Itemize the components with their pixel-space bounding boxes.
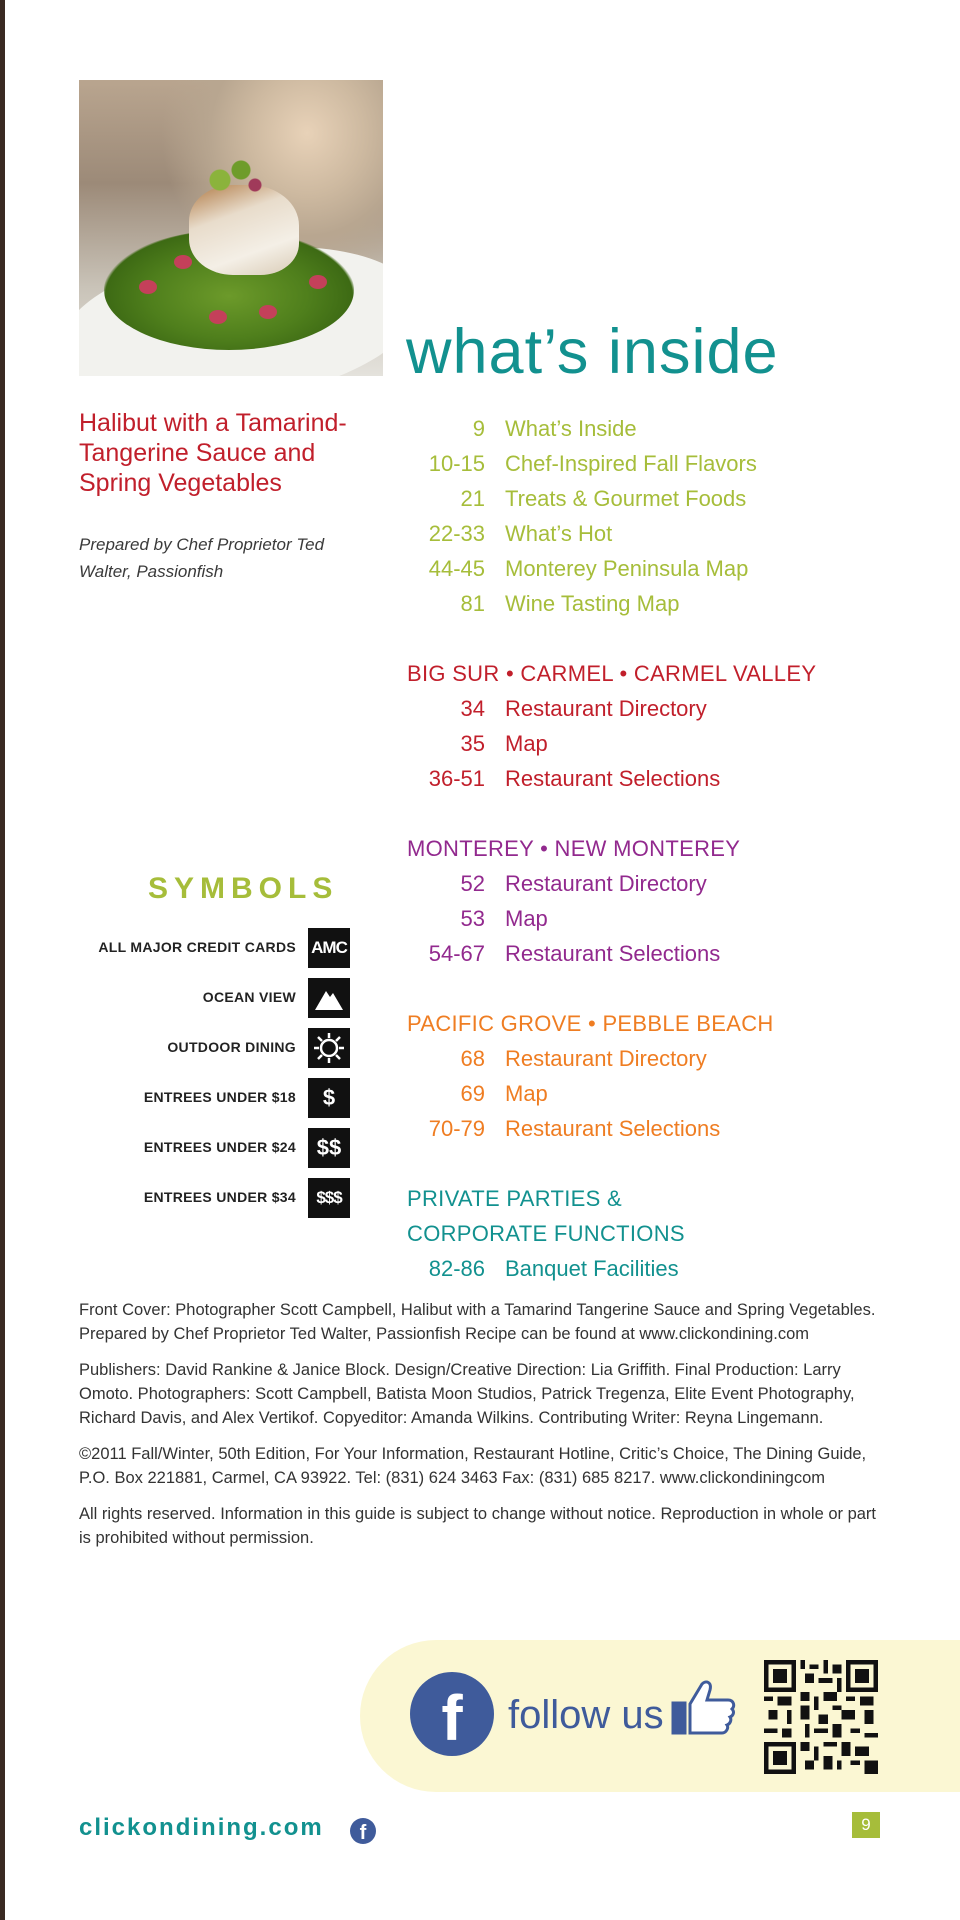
item-label: Restaurant Selections [505, 766, 721, 791]
list-item[interactable] [400, 586, 920, 621]
symbol-label: OCEAN VIEW [202, 989, 296, 1005]
section-monterey-list [400, 866, 920, 971]
page-number: 10-15 [428, 451, 485, 476]
symbol-label: ENTREES UNDER $18 [143, 1089, 296, 1105]
symbol-label: ENTREES UNDER $24 [143, 1139, 296, 1155]
symbols-title: SYMBOLS [148, 872, 339, 905]
list-item[interactable] [400, 726, 920, 761]
publication-info: ©2011 Fall/Winter, 50th Edition, For Your Information, Restaurant Hotline, Critic’s Choice, The Dining Guide, P.O. Box 221881, Carmel, CA 93922. Tel: (831) 624 3463 Fax: (831) 685 8217. www.clickondiningcom [79, 1445, 867, 1487]
section-private-parties-list [400, 1251, 920, 1286]
item-label: Map [505, 731, 548, 756]
page-number-badge: 9 [852, 1812, 880, 1838]
double-dollar-icon: $$ [308, 1128, 350, 1168]
item-label: Map [505, 906, 548, 931]
radish-shape [259, 305, 277, 319]
symbol-row [60, 1028, 350, 1068]
credit-card-icon: AMC [308, 928, 350, 968]
radish-shape [174, 255, 192, 269]
item-label: Restaurant Directory [505, 696, 707, 721]
section-heading: MONTEREY • NEW MONTEREY [407, 836, 741, 861]
cover-credit: Front Cover: Photographer Scott Campbell, Halibut with a Tamarind Tangerine Sauce and Spring Vegetables. Prepared by Chef Proprietor Ted Walter, Passionfish Recipe can be found at www.clickondining.com [79, 1301, 876, 1343]
item-label: Wine Tasting Map [505, 591, 680, 616]
facebook-icon[interactable]: f [350, 1818, 376, 1844]
symbol-row [60, 928, 350, 968]
list-item[interactable] [400, 691, 920, 726]
radish-shape [139, 280, 157, 294]
page-number: 35 [460, 731, 485, 756]
section-heading: PACIFIC GROVE • PEBBLE BEACH [407, 1011, 774, 1036]
item-label: Chef-Inspired Fall Flavors [505, 451, 757, 476]
list-item[interactable] [400, 446, 920, 481]
list-item[interactable] [400, 761, 920, 796]
item-label: Restaurant Selections [505, 1116, 721, 1141]
section-monterey [407, 831, 927, 866]
symbol-label: OUTDOOR DINING [167, 1039, 296, 1055]
list-item[interactable] [400, 481, 920, 516]
item-label: Banquet Facilities [505, 1256, 679, 1281]
page-number: 69 [460, 1081, 485, 1106]
list-item[interactable] [400, 1111, 920, 1146]
page-edge [0, 0, 5, 1920]
radish-shape [209, 310, 227, 324]
triple-dollar-icon: $$$ [308, 1178, 350, 1218]
page-title: what’s inside [406, 317, 779, 387]
page-number: 53 [460, 906, 485, 931]
list-item[interactable] [400, 1041, 920, 1076]
qr-code[interactable] [764, 1660, 878, 1774]
photo-caption-credit: Prepared by Chef Proprietor Ted Walter, Passionfish [79, 535, 325, 581]
follow-us-link[interactable]: follow us [508, 1693, 664, 1737]
list-item[interactable] [400, 1076, 920, 1111]
dollar-icon: $ [308, 1078, 350, 1118]
section-big-sur-list [400, 691, 920, 796]
item-label: Map [505, 1081, 548, 1106]
symbol-label: ALL MAJOR CREDIT CARDS [98, 939, 296, 955]
page-number: 21 [460, 486, 485, 511]
symbol-row [60, 1128, 350, 1168]
list-item[interactable] [400, 866, 920, 901]
list-item[interactable] [400, 411, 920, 446]
page-number: 52 [460, 871, 485, 896]
page-number: 54-67 [428, 941, 485, 966]
like-icon[interactable] [670, 1678, 736, 1738]
credits-block [79, 1298, 879, 1562]
item-label: What’s Inside [505, 416, 637, 441]
section-heading-line1: PRIVATE PARTIES & [407, 1186, 622, 1211]
section-heading-line2: CORPORATE FUNCTIONS [407, 1221, 685, 1246]
section-pacific-grove-list [400, 1041, 920, 1146]
staff-credit: Publishers: David Rankine & Janice Block. Design/Creative Direction: Lia Griffith. Final Production: Larry Omoto. Photographers: Scott Campbell, Batista Moon Studios, Patrick Tregenza, Elite Event Photography, Richard Davis, and Alex Vertikof. Copyeditor: Amanda Wilkins. Contributing Writer: Reyna Lingemann. [79, 1361, 855, 1427]
section-pacific-grove [407, 1006, 927, 1041]
item-label: Restaurant Selections [505, 941, 721, 966]
mountain-icon [308, 978, 350, 1018]
facebook-icon[interactable]: f [410, 1672, 494, 1756]
page-number: 34 [460, 696, 485, 721]
page-number: 36-51 [428, 766, 485, 791]
page-number: 70-79 [428, 1116, 485, 1141]
site-url[interactable]: clickondining.com [79, 1814, 324, 1841]
symbol-label: ENTREES UNDER $34 [143, 1189, 296, 1205]
symbol-row [60, 978, 350, 1018]
photo-caption-title: Halibut with a Tamarind-Tangerine Sauce and Spring Vegetables [79, 409, 347, 497]
page-number: 81 [460, 591, 485, 616]
section-heading: BIG SUR • CARMEL • CARMEL VALLEY [407, 661, 817, 686]
list-item[interactable] [400, 1251, 920, 1286]
item-label: Restaurant Directory [505, 1046, 707, 1071]
item-label: What’s Hot [505, 521, 613, 546]
sun-icon [308, 1028, 350, 1068]
radish-shape [309, 275, 327, 289]
halibut-photo [79, 80, 383, 376]
list-item[interactable] [400, 516, 920, 551]
symbol-row [60, 1078, 350, 1118]
item-label: Treats & Gourmet Foods [505, 486, 747, 511]
rights-notice: All rights reserved. Information in this guide is subject to change without notice. Reproduction in whole or part is prohibited without permission. [79, 1505, 877, 1547]
page-number: 44-45 [428, 556, 485, 581]
symbol-row [60, 1178, 350, 1218]
page-number: 22-33 [428, 521, 485, 546]
list-item[interactable] [400, 936, 920, 971]
item-label: Monterey Peninsula Map [505, 556, 749, 581]
sprig-shape [199, 150, 269, 200]
page-number: 9 [472, 416, 485, 441]
page-number: 82-86 [428, 1256, 485, 1281]
inside-list [400, 411, 920, 621]
list-item[interactable] [400, 901, 920, 936]
list-item[interactable] [400, 551, 920, 586]
item-label: Restaurant Directory [505, 871, 707, 896]
section-big-sur [407, 656, 927, 691]
section-private-parties [407, 1181, 927, 1251]
page-number: 68 [460, 1046, 485, 1071]
